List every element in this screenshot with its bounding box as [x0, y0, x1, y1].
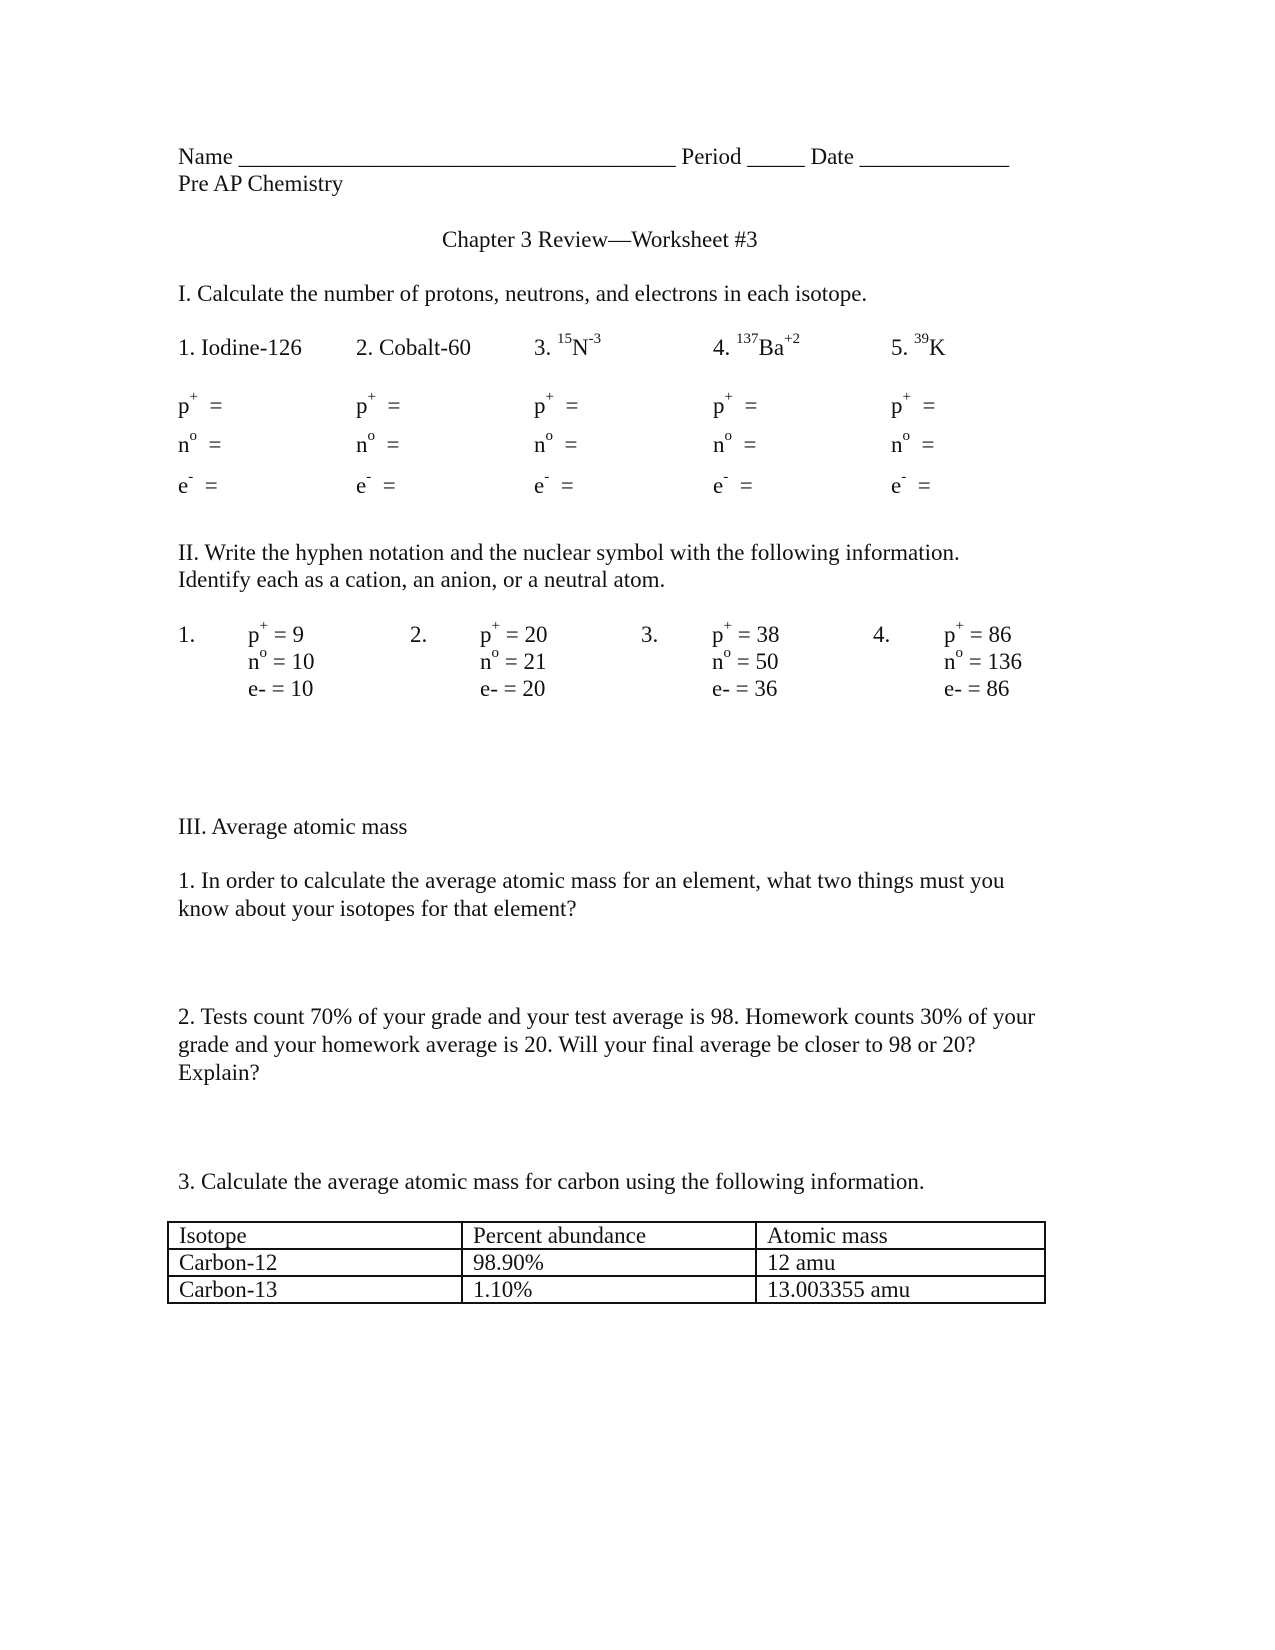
equals-sign: = — [739, 473, 753, 498]
particle-sign: + — [259, 618, 268, 635]
neutron-count: $n^o = 10$ — [248, 645, 315, 674]
particle-sign: + — [723, 618, 732, 635]
electron-value: 36 — [754, 676, 778, 701]
particle-letter: p — [534, 393, 546, 418]
particle-letter: e — [713, 473, 724, 498]
table-cell: 98.90% — [462, 1249, 756, 1276]
table-cell: 13.003355 amu — [756, 1276, 1045, 1303]
name-blank[interactable]: ______________________________________ — [238, 144, 676, 169]
period-blank[interactable]: _____ — [747, 144, 805, 169]
particle-letter: n — [713, 432, 725, 457]
equals-sign: = — [208, 432, 222, 457]
table-header: Percent abundance — [462, 1222, 756, 1249]
equals-sign: = — [386, 432, 400, 457]
date-label: Date — [810, 144, 854, 169]
particle-letter: n — [356, 432, 368, 457]
section2-heading-line2: Identify each as a cation, an anion, or a neutral atom. — [178, 567, 666, 592]
question-3: 3. Calculate the average atomic mass for carbon using the following information. — [178, 1169, 925, 1194]
equals-sign: = — [387, 393, 401, 418]
table-row — [168, 1249, 1045, 1276]
isotope-item — [891, 331, 946, 362]
particle-letter: e — [356, 473, 367, 498]
problem-number: 3. — [641, 622, 659, 647]
particle-sign: + — [955, 618, 964, 635]
mass-number: 15 — [557, 331, 572, 348]
particle-letter: p — [891, 393, 903, 418]
neutron-value: 21 — [523, 649, 547, 674]
particle-counts — [712, 618, 780, 702]
neutron-count: $n^o = 21$ — [480, 645, 547, 674]
electron-prefix: e- = — [712, 676, 755, 701]
particle-sign: o — [367, 428, 375, 445]
particle-letter: p — [480, 622, 492, 647]
element-symbol: K — [929, 335, 946, 360]
isotope-item — [178, 334, 302, 362]
electron-count — [944, 675, 1022, 702]
particle-letter: p — [178, 393, 190, 418]
neutrons-answer[interactable] — [534, 428, 578, 459]
table-header-row — [168, 1222, 1045, 1249]
particle-counts — [944, 618, 1022, 702]
particle-sign: - — [723, 469, 729, 486]
item-number: 2. — [356, 335, 374, 360]
name-label: Name — [178, 144, 233, 169]
isotope-item — [356, 334, 471, 362]
equals-sign: = — [382, 473, 396, 498]
electron-prefix: e- = — [944, 676, 987, 701]
table-header: Isotope — [168, 1222, 462, 1249]
section2-heading-line1: II. Write the hyphen notation and the nuclear symbol with the following information. — [178, 540, 960, 565]
item-number: 3. — [534, 335, 552, 360]
problem-number: 1. — [178, 622, 196, 647]
electron-value: 86 — [986, 676, 1010, 701]
electron-value: 20 — [522, 676, 546, 701]
equals-sign: = — [921, 432, 935, 457]
particle-counts — [480, 618, 548, 702]
name-field — [178, 143, 1009, 171]
carbon-isotope-table — [167, 1221, 1046, 1304]
element-symbol: Ba — [758, 335, 785, 360]
element-symbol: N — [572, 335, 589, 360]
electron-prefix: e- = — [480, 676, 523, 701]
section3-heading: III. Average atomic mass — [178, 814, 408, 839]
equals-sign: = — [565, 393, 579, 418]
electron-count — [480, 675, 547, 702]
isotope-name: Iodine-126 — [201, 335, 302, 360]
particle-letter: p — [713, 393, 725, 418]
item-number: 1. — [178, 335, 196, 360]
particle-letter: e — [534, 473, 545, 498]
proton-count: p+ = 86 — [944, 618, 1012, 647]
particle-sign: o — [723, 645, 731, 662]
particle-letter: n — [480, 649, 492, 674]
particle-letter: n — [944, 649, 956, 674]
course-name: Pre AP Chemistry — [178, 171, 344, 196]
table-cell: Carbon-13 — [168, 1276, 462, 1303]
particle-sign: o — [545, 428, 553, 445]
mass-number: 137 — [736, 331, 759, 348]
proton-value: 38 — [756, 622, 780, 647]
particle-sign: o — [491, 645, 499, 662]
particle-letter: e — [891, 473, 902, 498]
isotope-item — [534, 331, 602, 362]
equals-sign: = — [209, 393, 223, 418]
problem-number: 4. — [873, 622, 891, 647]
isotope-item — [713, 331, 801, 362]
particle-sign: o — [955, 645, 963, 662]
neutrons-answer[interactable] — [713, 428, 757, 459]
particle-sign: - — [366, 469, 372, 486]
proton-count: p+ = 20 — [480, 618, 548, 647]
table-cell: 12 amu — [756, 1249, 1045, 1276]
electrons-answer[interactable] — [713, 469, 753, 500]
equals-sign: = — [204, 473, 218, 498]
particle-sign: + — [902, 389, 911, 406]
equals-sign: = — [744, 393, 758, 418]
ion-charge: +2 — [784, 331, 801, 348]
protons-answer[interactable] — [356, 389, 401, 420]
particle-sign: - — [544, 469, 550, 486]
worksheet-title: Chapter 3 Review—Worksheet #3 — [442, 227, 758, 252]
proton-value: 86 — [988, 622, 1012, 647]
item-number: 4. — [713, 335, 731, 360]
electrons-answer[interactable] — [356, 469, 396, 500]
particle-letter: p — [248, 622, 260, 647]
particle-letter: n — [178, 432, 190, 457]
particle-sign: + — [545, 389, 554, 406]
electron-prefix: e- = — [248, 676, 291, 701]
question-1: 1. In order to calculate the average atomic mass for an element, what two things must you know about your isotopes for that element? — [178, 868, 1005, 921]
particle-letter: n — [891, 432, 903, 457]
neutron-count: $n^o = 136$ — [944, 645, 1022, 674]
protons-answer[interactable] — [178, 389, 223, 420]
particle-letter: p — [712, 622, 724, 647]
electron-count — [712, 675, 779, 702]
proton-value: 9 — [292, 622, 304, 647]
proton-count: p+ = 9 — [248, 618, 304, 647]
particle-sign: - — [901, 469, 907, 486]
protons-answer[interactable] — [534, 389, 579, 420]
particle-sign: o — [902, 428, 910, 445]
particle-letter: p — [356, 393, 368, 418]
electrons-answer[interactable] — [534, 469, 574, 500]
particle-letter: p — [944, 622, 956, 647]
particle-letter: n — [248, 649, 260, 674]
electron-count — [248, 675, 314, 702]
particle-sign: o — [189, 428, 197, 445]
protons-answer[interactable] — [891, 389, 936, 420]
item-number: 5. — [891, 335, 909, 360]
neutron-value: 136 — [987, 649, 1022, 674]
electrons-answer[interactable] — [891, 469, 931, 500]
equals-sign: = — [743, 432, 757, 457]
particle-sign: + — [367, 389, 376, 406]
particle-letter: e — [178, 473, 189, 498]
neutrons-answer[interactable] — [356, 428, 400, 459]
electron-value: 10 — [290, 676, 314, 701]
ion-charge: -3 — [588, 331, 602, 348]
problem-number: 2. — [410, 622, 428, 647]
particle-sign: + — [724, 389, 733, 406]
particle-counts — [248, 618, 315, 702]
particle-sign: + — [189, 389, 198, 406]
period-label: Period — [681, 144, 742, 169]
neutron-value: 10 — [291, 649, 315, 674]
particle-sign: - — [188, 469, 194, 486]
table-cell: 1.10% — [462, 1276, 756, 1303]
neutrons-answer[interactable] — [178, 428, 222, 459]
question-2: 2. Tests count 70% of your grade and your test average is 98. Homework counts 30% of your grade and your homework average is 20. Will your final average be closer to 98 or 20? Explain? — [178, 1004, 1036, 1085]
proton-count: p+ = 38 — [712, 618, 780, 647]
equals-sign: = — [917, 473, 931, 498]
table-header: Atomic mass — [756, 1222, 1045, 1249]
electrons-answer[interactable] — [178, 469, 218, 500]
mass-number: 39 — [914, 331, 929, 348]
particle-sign: o — [724, 428, 732, 445]
protons-answer[interactable] — [713, 389, 758, 420]
date-blank[interactable]: _____________ — [859, 144, 1010, 169]
neutrons-answer[interactable] — [891, 428, 935, 459]
particle-letter: n — [534, 432, 546, 457]
equals-sign: = — [560, 473, 574, 498]
particle-letter: n — [712, 649, 724, 674]
equals-sign: = — [922, 393, 936, 418]
equals-sign: = — [564, 432, 578, 457]
table-cell: Carbon-12 — [168, 1249, 462, 1276]
section1-heading: I. Calculate the number of protons, neutrons, and electrons in each isotope. — [178, 281, 868, 306]
table-row — [168, 1276, 1045, 1303]
proton-value: 20 — [524, 622, 548, 647]
particle-sign: + — [491, 618, 500, 635]
neutron-count: $n^o = 50$ — [712, 645, 779, 674]
particle-sign: o — [259, 645, 267, 662]
isotope-name: Cobalt-60 — [379, 335, 471, 360]
neutron-value: 50 — [755, 649, 779, 674]
